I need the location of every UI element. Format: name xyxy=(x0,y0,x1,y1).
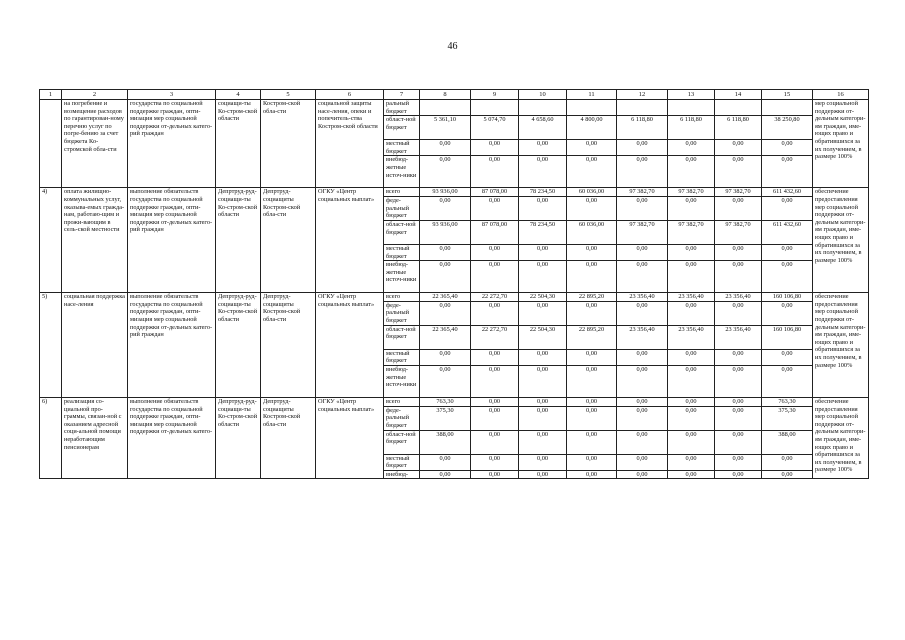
cell-num: 5) xyxy=(40,293,62,398)
amount-cell: 0,00 xyxy=(471,365,519,397)
amount-cell: 87 078,00 xyxy=(471,220,519,244)
amount-cell: 0,00 xyxy=(715,406,762,430)
program-table xyxy=(39,89,869,479)
amount-cell: 0,00 xyxy=(668,140,715,156)
funding-source: всего xyxy=(384,397,420,406)
amount-cell: 0,00 xyxy=(471,454,519,470)
amount-cell: 0,00 xyxy=(420,244,471,260)
header-cell: 12 xyxy=(617,90,668,100)
amount-cell: 22 895,20 xyxy=(567,293,617,302)
funding-source: внебюд-жетные источ-ники xyxy=(384,365,420,397)
amount-cell: 0,00 xyxy=(420,156,471,188)
header-cell: 11 xyxy=(567,90,617,100)
cell-col4: Депртруд-руд-социащи-ты Ко-стром-ской области xyxy=(216,293,261,398)
table-row xyxy=(40,188,869,197)
amount-cell: 0,00 xyxy=(567,365,617,397)
funding-source: феде-ральный бюджет xyxy=(384,301,420,325)
amount-cell: 0,00 xyxy=(567,301,617,325)
amount-cell: 0,00 xyxy=(471,430,519,454)
amount-cell: 0,00 xyxy=(471,140,519,156)
amount-cell: 0,00 xyxy=(471,349,519,365)
amount-cell: 0,00 xyxy=(519,397,567,406)
amount-cell: 0,00 xyxy=(471,470,519,479)
header-cell: 4 xyxy=(216,90,261,100)
amount-cell: 0,00 xyxy=(762,365,813,397)
amount-cell: 0,00 xyxy=(668,301,715,325)
expected-result: обеспечение предоставления мер социальной поддержки от-дельным категори-ям граждан, име-ющих право и обратившихся за их получением, в размере 100% xyxy=(813,188,869,293)
amount-cell: 23 356,40 xyxy=(668,293,715,302)
amount-cell: 97 382,70 xyxy=(715,220,762,244)
amount-cell: 0,00 xyxy=(617,397,668,406)
amount-cell: 4 658,60 xyxy=(519,116,567,140)
cell-col4: Депртруд-руд-социащи-ты Ко-стром-ской области xyxy=(216,397,261,478)
header-row xyxy=(40,90,869,100)
cell-col3: выполнение обязательств государства по социальной поддержке граждан, опти-мизация мер социальной поддержки от-дельных катего-рий граждан xyxy=(128,293,216,398)
amount-cell: 5 074,70 xyxy=(471,116,519,140)
amount-cell: 0,00 xyxy=(668,454,715,470)
amount-cell: 0,00 xyxy=(668,397,715,406)
amount-cell: 0,00 xyxy=(617,365,668,397)
amount-cell: 0,00 xyxy=(617,261,668,293)
amount-cell: 97 382,70 xyxy=(715,188,762,197)
amount-cell: 160 106,80 xyxy=(762,293,813,302)
header-cell: 10 xyxy=(519,90,567,100)
amount-cell: 0,00 xyxy=(519,454,567,470)
funding-source: местный бюджет xyxy=(384,349,420,365)
amount-cell: 23 356,40 xyxy=(668,325,715,349)
funding-source: феде-ральный бюджет xyxy=(384,406,420,430)
amount-cell: 0,00 xyxy=(715,470,762,479)
amount-cell: 611 432,60 xyxy=(762,188,813,197)
amount-cell: 0,00 xyxy=(420,365,471,397)
table-row xyxy=(40,293,869,302)
amount-cell: 0,00 xyxy=(668,244,715,260)
funding-source: местный бюджет xyxy=(384,140,420,156)
cell-col5: Депртруд-социащиты Костром-ской обла-сти xyxy=(261,188,316,293)
amount-cell: 388,00 xyxy=(762,430,813,454)
funding-source: внебюд-жетные источ-ники xyxy=(384,261,420,293)
amount-cell: 0,00 xyxy=(617,156,668,188)
amount-cell: 0,00 xyxy=(617,140,668,156)
amount-cell: 78 234,50 xyxy=(519,188,567,197)
amount-cell: 97 382,70 xyxy=(617,220,668,244)
amount-cell: 0,00 xyxy=(420,140,471,156)
amount-cell: 93 936,00 xyxy=(420,220,471,244)
amount-cell: 0,00 xyxy=(762,454,813,470)
amount-cell: 23 356,40 xyxy=(617,293,668,302)
amount-cell: 0,00 xyxy=(617,196,668,220)
amount-cell: 0,00 xyxy=(519,365,567,397)
amount-cell: 0,00 xyxy=(519,406,567,430)
amount-cell: 0,00 xyxy=(668,196,715,220)
amount-cell: 38 250,80 xyxy=(762,116,813,140)
funding-source: област-ной бюджет xyxy=(384,430,420,454)
cell-col6: социальной защиты насе-ления, опеки и попечитель-ства Костром-ской области xyxy=(316,100,384,188)
header-cell: 13 xyxy=(668,90,715,100)
amount-cell: 0,00 xyxy=(519,140,567,156)
amount-cell: 763,30 xyxy=(762,397,813,406)
amount-cell: 160 106,80 xyxy=(762,325,813,349)
amount-cell: 97 382,70 xyxy=(617,188,668,197)
funding-source: област-ной бюджет xyxy=(384,220,420,244)
amount-cell: 6 118,80 xyxy=(715,116,762,140)
funding-source: феде-ральный бюджет xyxy=(384,196,420,220)
amount-cell: 0,00 xyxy=(715,365,762,397)
amount-cell: 0,00 xyxy=(471,397,519,406)
amount-cell: 0,00 xyxy=(617,430,668,454)
amount-cell: 0,00 xyxy=(715,454,762,470)
cell-col6: ОГКУ «Центр социальных выплат» xyxy=(316,188,384,293)
funding-source: местный бюджет xyxy=(384,454,420,470)
amount-cell: 60 036,00 xyxy=(567,220,617,244)
amount-cell: 0,00 xyxy=(471,244,519,260)
expected-result: мер социальной поддержки от-дельным категори-ям граждан, име-ющих право и обратившихся за их получением, в размере 100% xyxy=(813,100,869,188)
amount-cell: 87 078,00 xyxy=(471,188,519,197)
amount-cell: 6 118,80 xyxy=(617,116,668,140)
amount-cell xyxy=(668,100,715,116)
amount-cell: 0,00 xyxy=(762,470,813,479)
amount-cell: 0,00 xyxy=(567,156,617,188)
cell-col5: Депртруд-социащиты Костром-ской обла-сти xyxy=(261,293,316,398)
funding-source: внебюд- xyxy=(384,470,420,479)
amount-cell: 0,00 xyxy=(617,349,668,365)
header-cell: 9 xyxy=(471,90,519,100)
cell-col6: ОГКУ «Центр социальных выплат» xyxy=(316,293,384,398)
amount-cell: 0,00 xyxy=(567,349,617,365)
amount-cell: 0,00 xyxy=(617,301,668,325)
funding-source: област-ной бюджет xyxy=(384,325,420,349)
cell-col2: реализация со-циальной про-граммы, связан-ной с оказанием адресной соци-альной помощи неработающим пенсионерам xyxy=(62,397,128,478)
amount-cell: 0,00 xyxy=(617,454,668,470)
header-cell: 7 xyxy=(384,90,420,100)
amount-cell: 23 356,40 xyxy=(715,325,762,349)
amount-cell: 22 895,20 xyxy=(567,325,617,349)
expected-result: обеспечение предоставления мер социальной поддержки от-дельным категори-ям граждан, име-ющих право и обратившихся за их получением, в размере 100% xyxy=(813,397,869,478)
amount-cell: 0,00 xyxy=(668,156,715,188)
amount-cell: 97 382,70 xyxy=(668,188,715,197)
amount-cell: 0,00 xyxy=(519,301,567,325)
amount-cell: 97 382,70 xyxy=(668,220,715,244)
amount-cell: 0,00 xyxy=(715,430,762,454)
amount-cell: 0,00 xyxy=(519,156,567,188)
amount-cell: 0,00 xyxy=(471,301,519,325)
amount-cell: 388,00 xyxy=(420,430,471,454)
amount-cell: 93 936,00 xyxy=(420,188,471,197)
amount-cell: 23 356,40 xyxy=(715,293,762,302)
amount-cell: 0,00 xyxy=(519,470,567,479)
amount-cell: 0,00 xyxy=(668,349,715,365)
header-cell: 6 xyxy=(316,90,384,100)
amount-cell: 22 272,70 xyxy=(471,293,519,302)
cell-col3: выполнение обязательств государства по социальной поддержке граждан, опти-мизация мер социальной поддержки от-дельных катего-рий граждан xyxy=(128,188,216,293)
amount-cell xyxy=(420,100,471,116)
amount-cell: 22 504,30 xyxy=(519,325,567,349)
amount-cell: 0,00 xyxy=(715,244,762,260)
amount-cell: 0,00 xyxy=(567,261,617,293)
amount-cell: 0,00 xyxy=(668,261,715,293)
amount-cell: 0,00 xyxy=(519,196,567,220)
amount-cell: 0,00 xyxy=(617,406,668,430)
amount-cell: 0,00 xyxy=(617,470,668,479)
amount-cell: 0,00 xyxy=(762,301,813,325)
amount-cell: 4 800,00 xyxy=(567,116,617,140)
amount-cell: 22 365,40 xyxy=(420,325,471,349)
amount-cell: 0,00 xyxy=(715,196,762,220)
amount-cell: 0,00 xyxy=(617,244,668,260)
amount-cell: 0,00 xyxy=(567,406,617,430)
amount-cell xyxy=(762,100,813,116)
funding-source: област-ной бюджет xyxy=(384,116,420,140)
cell-col2: социальная поддержка насе-ления xyxy=(62,293,128,398)
amount-cell: 0,00 xyxy=(519,261,567,293)
funding-source: местный бюджет xyxy=(384,244,420,260)
amount-cell xyxy=(519,100,567,116)
cell-col4: социащи-ты Ко-стром-ской области xyxy=(216,100,261,188)
amount-cell: 0,00 xyxy=(715,140,762,156)
cell-num: 4) xyxy=(40,188,62,293)
amount-cell xyxy=(617,100,668,116)
amount-cell: 375,30 xyxy=(420,406,471,430)
amount-cell: 0,00 xyxy=(715,261,762,293)
amount-cell: 0,00 xyxy=(519,244,567,260)
amount-cell: 0,00 xyxy=(471,261,519,293)
cell-col6: ОГКУ «Центр социальных выплат» xyxy=(316,397,384,478)
amount-cell: 0,00 xyxy=(668,406,715,430)
amount-cell: 0,00 xyxy=(715,301,762,325)
amount-cell: 0,00 xyxy=(519,349,567,365)
cell-col5: Костром-ской обла-сти xyxy=(261,100,316,188)
amount-cell: 0,00 xyxy=(471,156,519,188)
amount-cell: 0,00 xyxy=(567,470,617,479)
table-row xyxy=(40,397,869,406)
amount-cell: 60 036,00 xyxy=(567,188,617,197)
table-row xyxy=(40,100,869,116)
amount-cell: 0,00 xyxy=(420,454,471,470)
amount-cell: 6 118,80 xyxy=(668,116,715,140)
amount-cell xyxy=(567,100,617,116)
funding-source: внебюд-жетные источ-ники xyxy=(384,156,420,188)
amount-cell: 0,00 xyxy=(420,261,471,293)
amount-cell: 0,00 xyxy=(567,430,617,454)
amount-cell: 22 504,30 xyxy=(519,293,567,302)
amount-cell: 0,00 xyxy=(668,365,715,397)
amount-cell: 0,00 xyxy=(762,349,813,365)
cell-col4: Депртруд-руд-социащи-ты Ко-стром-ской области xyxy=(216,188,261,293)
header-cell: 8 xyxy=(420,90,471,100)
cell-num xyxy=(40,100,62,188)
amount-cell: 5 361,10 xyxy=(420,116,471,140)
amount-cell: 0,00 xyxy=(567,454,617,470)
amount-cell: 0,00 xyxy=(715,397,762,406)
page-number: 46 xyxy=(447,41,458,52)
header-cell: 14 xyxy=(715,90,762,100)
cell-col5: Депртруд-социащиты Костром-ской обла-сти xyxy=(261,397,316,478)
amount-cell: 0,00 xyxy=(567,244,617,260)
amount-cell: 0,00 xyxy=(668,470,715,479)
amount-cell: 0,00 xyxy=(668,430,715,454)
amount-cell: 0,00 xyxy=(567,140,617,156)
amount-cell: 763,30 xyxy=(420,397,471,406)
amount-cell: 0,00 xyxy=(420,470,471,479)
amount-cell: 0,00 xyxy=(420,301,471,325)
header-cell: 5 xyxy=(261,90,316,100)
header-cell: 2 xyxy=(62,90,128,100)
cell-col2: на погребение и возмещение расходов по гарантирован-ному перечню услуг по погре-бению за счет бюджета Ко-стромской обла-сти xyxy=(62,100,128,188)
amount-cell: 0,00 xyxy=(762,156,813,188)
amount-cell: 611 432,60 xyxy=(762,220,813,244)
header-cell: 1 xyxy=(40,90,62,100)
cell-col2: оплата жилищно-коммунальных услуг, оказыва-емых гражда-нам, работаю-щим и прожи-вающим в сель-ской местности xyxy=(62,188,128,293)
amount-cell: 78 234,50 xyxy=(519,220,567,244)
amount-cell: 0,00 xyxy=(519,430,567,454)
amount-cell: 0,00 xyxy=(420,349,471,365)
amount-cell: 0,00 xyxy=(471,406,519,430)
header-cell: 15 xyxy=(762,90,813,100)
amount-cell: 0,00 xyxy=(420,196,471,220)
header-cell: 16 xyxy=(813,90,869,100)
amount-cell: 375,30 xyxy=(762,406,813,430)
cell-num: 6) xyxy=(40,397,62,478)
cell-col3: выполнение обязательств государства по социальной поддержке граждан, опти-мизация мер социальной поддержки от-дельных катего- xyxy=(128,397,216,478)
amount-cell xyxy=(715,100,762,116)
amount-cell: 0,00 xyxy=(762,196,813,220)
funding-source: ральный бюджет xyxy=(384,100,420,116)
amount-cell: 0,00 xyxy=(762,244,813,260)
amount-cell: 23 356,40 xyxy=(617,325,668,349)
funding-source: всего xyxy=(384,188,420,197)
expected-result: обеспечение предоставления мер социальной поддержки от-дельным категори-ям граждан, име-ющих право и обратившихся за их получением, в размере 100% xyxy=(813,293,869,398)
amount-cell: 0,00 xyxy=(762,140,813,156)
cell-col3: государства по социальной поддержке граждан, опти-мизация мер социальной поддержки от-дельных катего-рий граждан xyxy=(128,100,216,188)
amount-cell: 22 365,40 xyxy=(420,293,471,302)
amount-cell xyxy=(471,100,519,116)
amount-cell: 0,00 xyxy=(715,156,762,188)
header-cell: 3 xyxy=(128,90,216,100)
amount-cell: 0,00 xyxy=(762,261,813,293)
amount-cell: 0,00 xyxy=(567,397,617,406)
amount-cell: 22 272,70 xyxy=(471,325,519,349)
amount-cell: 0,00 xyxy=(471,196,519,220)
table-body xyxy=(40,90,869,479)
funding-source: всего xyxy=(384,293,420,302)
amount-cell: 0,00 xyxy=(567,196,617,220)
amount-cell: 0,00 xyxy=(715,349,762,365)
